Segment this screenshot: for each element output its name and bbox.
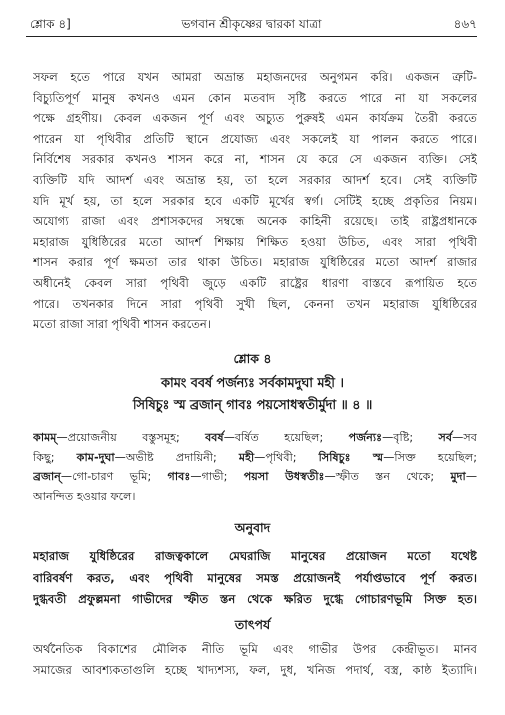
text-line: সফল হতে পারে যখন আমরা অভ্রান্ত মহাজনদের অনুগমন করি। একজন ত্রুটি- xyxy=(33,70,477,84)
purport-text xyxy=(33,639,477,680)
text-line: যদি মূর্খ হয়, তা হলে সরকার হবে একটি মূর্খের স্বর্গ। সেটিই হচ্ছে প্রকৃতির নিয়ম। xyxy=(33,193,477,208)
synonym-word: কামম্ xyxy=(33,431,57,444)
text-line: অর্থনৈতিক বিকাশের মৌলিক নীতি ভূমি এবং গাভীর উপর কেন্দ্রীভূত। মানব xyxy=(33,642,477,656)
translation-heading: অনুবাদ xyxy=(234,520,271,535)
synonym-word: মহী xyxy=(238,450,255,464)
sanskrit-verse xyxy=(0,373,505,417)
purport-heading: তাৎপর্য xyxy=(234,617,271,632)
synonym-word: মুদা xyxy=(450,470,466,483)
text-line: অযোগ্য রাজা এবং প্রশাসকদের সম্বন্ধে অনেক কাহিনী রয়েছে। তাই রাষ্ট্রপ্রধানকে xyxy=(33,214,477,229)
text-line: বিচ্যুতিপূর্ণ মানুষ কখনও এমন কোন মতবাদ সৃষ্টি করতে পারে না যা সকলের xyxy=(33,90,477,105)
synonym-meaning: —গো-চারণ ভূমি; xyxy=(60,470,168,483)
running-header xyxy=(16,14,487,34)
text-line: মতো রাজা সারা পৃথিবী শাসন করতেন। xyxy=(33,317,211,332)
text-line: পারেন যা পৃথিবীর প্রতিটি স্থানে প্রযোজ্য এবং সকলেই যা পালন করতে পারে। xyxy=(33,131,477,146)
synonym-meaning: কিছু; xyxy=(33,450,77,464)
synonym-meaning: —প্রয়োজনীয় বস্তুসমূহ; xyxy=(56,431,206,444)
synonym-line xyxy=(33,467,477,487)
synonym-meaning: — xyxy=(465,470,477,483)
synonym-meaning: —অভীষ্ট প্রদায়িনী; xyxy=(114,450,239,464)
synonym-meaning: —স্ফীত স্তন থেকে; xyxy=(324,470,451,483)
synonym-meaning: —বৃষ্টি; xyxy=(382,431,439,444)
synonym-line xyxy=(33,428,477,448)
page-number: ৪৬৭ xyxy=(453,17,477,31)
translation-line: দুগ্ধবতী প্রফুল্লমনা গাভীদের স্ফীত স্তন থেকে ক্ষরিত দুগ্ধে গোচারণভূমি সিক্ত হত। xyxy=(33,592,477,606)
synonym-word: সিষিচুঃ স্ম xyxy=(318,450,384,464)
header-rule xyxy=(26,36,477,37)
word-for-word-synonyms xyxy=(33,428,477,506)
text-line: পারে। তখনকার দিনে সারা পৃথিবী সুখী ছিল, কেননা তখন মহারাজ যুধিষ্ঠিরের xyxy=(33,296,477,311)
synonym-word: পয়সা উধস্বতীঃ xyxy=(243,470,325,483)
synonym-meaning: —পৃথিবী; xyxy=(254,450,319,464)
text-line: অধীনেই কেবল সারা পৃথিবী জুড়ে একটি রাষ্ট্রের ধারণা বাস্তবে রূপায়িত হতে xyxy=(33,275,477,290)
synonym-meaning: —বর্ষিত হয়েছিল; xyxy=(223,431,349,444)
synonym-word: ব্রজান্ xyxy=(33,470,61,483)
header-verse-ref: শ্লোক ৪] xyxy=(30,17,71,31)
synonym-meaning: —গাভী; xyxy=(190,470,244,483)
translation-text xyxy=(33,546,477,611)
synonym-line xyxy=(33,487,477,507)
text-line: মহারাজ যুধিষ্ঠিরের মতো আদর্শ শিক্ষায় শিক্ষিত হওয়া উচিত, এবং সারা পৃথিবী xyxy=(33,234,477,249)
text-line: ব্যক্তিটি যদি আদর্শ এবং অভ্রান্ত হয়, তা হলে সরকার আদর্শ হবে। সেই ব্যক্তিটি xyxy=(33,172,477,187)
synonym-word: গাবঃ xyxy=(167,470,191,483)
verse-line: কামং ববর্ষ পর্জন্যঃ সর্বকামদুঘা মহী । xyxy=(161,376,344,391)
text-line: পক্ষে গ্রহণীয়। কেবল একজন পূর্ণ এবং অচ্যুত পুরুষই এমন কার্যক্রম তৈরী করতে xyxy=(33,111,477,126)
text-line: নির্বিশেষ সরকার কখনও শাসন করে না, শাসন যে করে সে একজন ব্যক্তি। সেই xyxy=(33,152,477,167)
synonym-word: ববর্ষ xyxy=(205,431,224,444)
synonym-line xyxy=(33,448,477,468)
verse-line: সিষিচুঃ স্ম ব্রজান্ গাবঃ পয়সোধস্বতীর্মুদা ॥ ৪ ॥ xyxy=(132,398,373,413)
header-chapter-title: ভগবান শ্রীকৃষ্ণের দ্বারকা যাত্রা xyxy=(181,17,322,31)
translation-line: মহারাজ যুধিষ্ঠিরের রাজত্বকালে মেঘরাজি মানুষের প্রয়োজন মতো যথেষ্ট xyxy=(33,549,477,563)
synonym-meaning: —সব xyxy=(452,431,477,444)
synonym-word: কাম-দুঘা xyxy=(76,450,115,464)
synonym-meaning: —সিক্ত হয়েছিল; xyxy=(383,450,477,464)
verse-heading: শ্লোক ৪ xyxy=(233,351,272,366)
synonym-meaning: আনন্দিত হওয়ার ফলে। xyxy=(33,489,136,503)
purport-continued xyxy=(33,67,477,335)
translation-line: বারিবর্ষণ করত, এবং পৃথিবী মানুষের সমস্ত প্রয়োজনই পর্যাপ্তভাবে পূর্ণ করত। xyxy=(33,570,477,585)
text-line: সমাজের আবশ্যকতাগুলি হচ্ছে খাদ্যশস্য, ফল, দুধ, খনিজ পদার্থ, বস্ত্র, কাষ্ঠ ইত্যাদি। xyxy=(33,662,477,677)
synonym-word: পর্জন্যঃ xyxy=(348,431,383,444)
text-line: শাসন করার পূর্ণ ক্ষমতা তার থাকা উচিত। মহারাজ যুধিষ্ঠিরের মতো আদর্শ রাজার xyxy=(33,255,477,270)
synonym-word: সর্ব xyxy=(438,431,453,444)
